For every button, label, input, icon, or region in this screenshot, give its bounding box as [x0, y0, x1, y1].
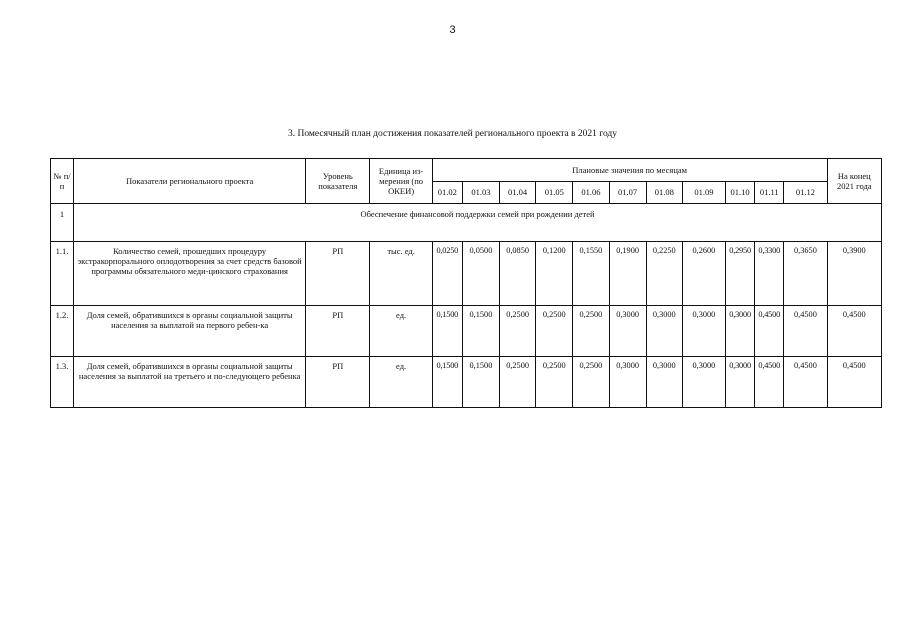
row-level: РП [306, 357, 370, 408]
row-value: 0,3300 [755, 242, 784, 306]
month-header: 01.03 [462, 182, 499, 204]
row-value: 0,2500 [536, 306, 573, 357]
row-value: 0,4500 [755, 357, 784, 408]
header-indicators: Показатели регионального проекта [74, 159, 306, 204]
header-year-end: На конец 2021 года [827, 159, 881, 204]
month-header: 01.09 [682, 182, 725, 204]
row-value: 0,2500 [536, 357, 573, 408]
month-header: 01.06 [573, 182, 609, 204]
row-value: 0,3000 [726, 306, 755, 357]
row-value: 0,4500 [784, 306, 827, 357]
section-num: 1 [51, 204, 74, 242]
table-row [51, 242, 882, 306]
row-value: 0,0850 [500, 242, 536, 306]
row-indicator: Доля семей, обратившихся в органы социальной защиты населения за выплатой на третьего и по-следующего ребенка [74, 357, 306, 408]
row-indicator: Количество семей, прошедших процедуру экстракорпорального оплодотворения за счет средств базовой программы обязательного меди-цинского страхования [74, 242, 306, 306]
monthly-plan-table [50, 158, 882, 408]
header-level: Уровень показателя [306, 159, 370, 204]
month-header: 01.04 [500, 182, 536, 204]
header-num: № п/п [51, 159, 74, 204]
row-value: 0,2500 [573, 306, 609, 357]
row-value: 0,3650 [784, 242, 827, 306]
row-unit: ед. [370, 306, 432, 357]
row-value: 0,4500 [755, 306, 784, 357]
row-value: 0,3000 [646, 306, 682, 357]
month-header: 01.12 [784, 182, 827, 204]
row-num: 1.3. [51, 357, 74, 408]
row-level: РП [306, 242, 370, 306]
month-header: 01.02 [432, 182, 462, 204]
row-level: РП [306, 306, 370, 357]
row-value: 0,1550 [573, 242, 609, 306]
row-num: 1.2. [51, 306, 74, 357]
row-num: 1.1. [51, 242, 74, 306]
row-value: 0,1500 [462, 357, 499, 408]
section-row [51, 204, 882, 242]
month-header: 01.10 [726, 182, 755, 204]
row-value: 0,2950 [726, 242, 755, 306]
row-value: 0,1200 [536, 242, 573, 306]
row-value: 0,3000 [609, 306, 646, 357]
table-row [51, 306, 882, 357]
month-header: 01.08 [646, 182, 682, 204]
row-unit: тыс. ед. [370, 242, 432, 306]
row-value: 0,4500 [784, 357, 827, 408]
row-value: 0,0500 [462, 242, 499, 306]
row-value: 0,0250 [432, 242, 462, 306]
row-year-end: 0,4500 [827, 306, 881, 357]
row-value: 0,2500 [573, 357, 609, 408]
row-unit: ед. [370, 357, 432, 408]
table-title: 3. Помесячный план достижения показателей регионального проекта в 2021 году [287, 129, 618, 139]
row-year-end: 0,4500 [827, 357, 881, 408]
header-unit: Единица из-мерения (по ОКЕИ) [370, 159, 432, 204]
row-value: 0,3000 [682, 357, 725, 408]
row-value: 0,1900 [609, 242, 646, 306]
row-value: 0,3000 [726, 357, 755, 408]
row-value: 0,2500 [500, 357, 536, 408]
row-value: 0,2500 [500, 306, 536, 357]
month-header: 01.07 [609, 182, 646, 204]
row-value: 0,2250 [646, 242, 682, 306]
header-planned-values: Плановые значения по месяцам [432, 159, 827, 182]
row-value: 0,3000 [646, 357, 682, 408]
row-value: 0,1500 [432, 357, 462, 408]
row-indicator: Доля семей, обратившихся в органы социальной защиты населения за выплатой на первого ребен-ка [74, 306, 306, 357]
table-row [51, 357, 882, 408]
row-value: 0,2600 [682, 242, 725, 306]
row-value: 0,1500 [432, 306, 462, 357]
page-number: 3 [449, 24, 456, 36]
header-row [51, 159, 882, 182]
month-header: 01.11 [755, 182, 784, 204]
row-value: 0,3000 [682, 306, 725, 357]
month-header: 01.05 [536, 182, 573, 204]
row-value: 0,3000 [609, 357, 646, 408]
row-value: 0,1500 [462, 306, 499, 357]
section-title: Обеспечение финансовой поддержки семей при рождении детей [74, 204, 882, 242]
row-year-end: 0,3900 [827, 242, 881, 306]
